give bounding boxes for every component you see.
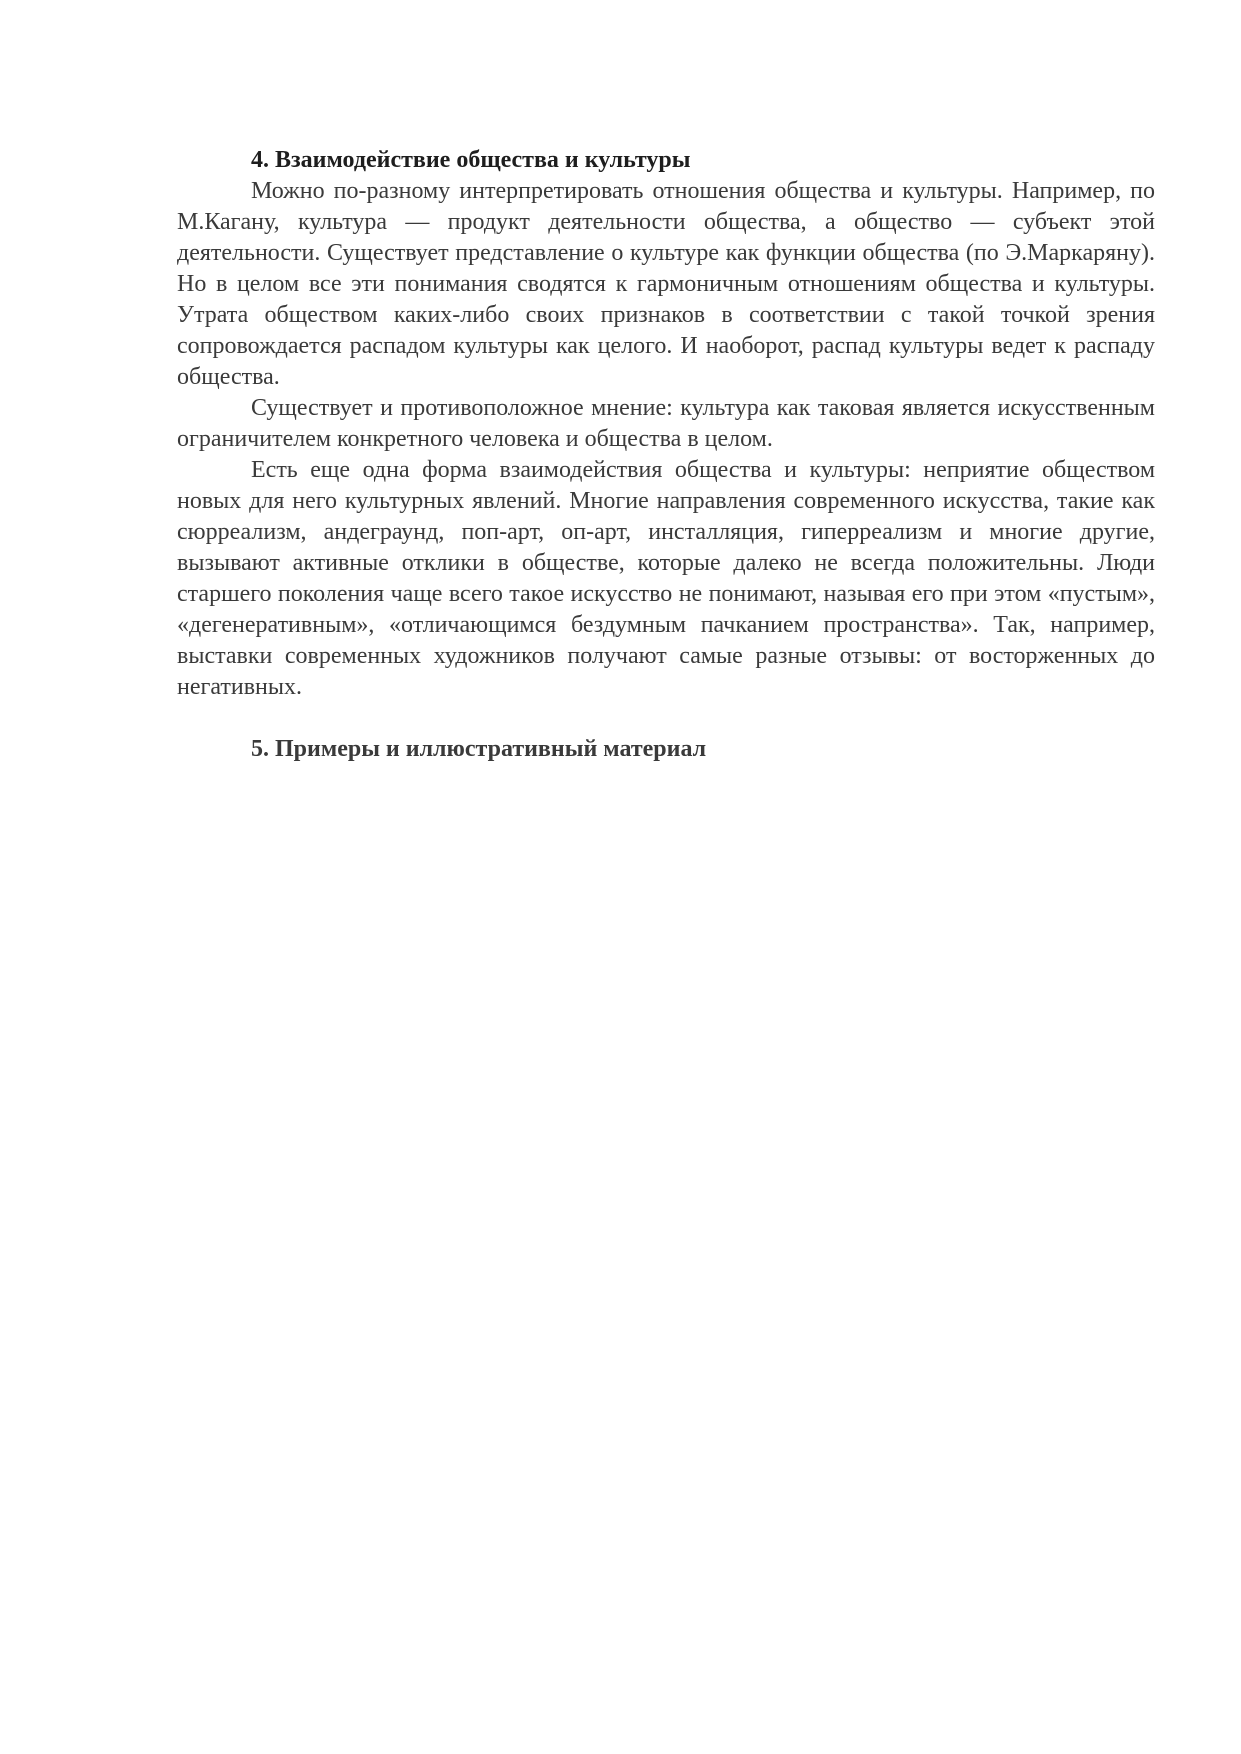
section-4-heading: 4. Взаимодействие общества и культуры <box>251 147 691 173</box>
section-4-paragraph-2: Существует и противоположное мнение: культура как таковая является искусственным ограничителем конкретного человека и общества в целом. <box>177 395 1155 452</box>
section-4-paragraph-1: Можно по-разному интерпретировать отношения общества и культуры. Например, по М.Кагану, культура — продукт деятельности общества, а общество — субъект этой деятельности. Существует представление о культуре как функции общества (по Э.Маркаряну). Но в целом все эти понимания сводятся к гармоничным отношениям общества и культуры. Утрата обществом каких-либо своих признаков в соответствии с такой точкой зрения сопровождается распадом культуры как целого. И наоборот, распад культуры ведет к распаду общества. <box>177 178 1155 390</box>
document-page <box>177 145 1155 765</box>
section-5-heading: 5. Примеры и иллюстративный материал <box>251 736 707 762</box>
section-spacer <box>177 703 1155 734</box>
section-4-paragraph-3: Есть еще одна форма взаимодействия общества и культуры: неприятие обществом новых для него культурных явлений. Многие направления современного искусства, такие как сюрреализм, андеграунд, поп-арт, оп-арт, инсталляция, гиперреализм и многие другие, вызывают активные отклики в обществе, которые далеко не всегда положительны. Люди старшего поколения чаще всего такое искусство не понимают, называя его при этом «пустым», «дегенеративным», «отличающимся бездумным пачканием пространства». Так, например, выставки современных художников получают самые разные отзывы: от восторженных до негативных. <box>177 457 1155 700</box>
